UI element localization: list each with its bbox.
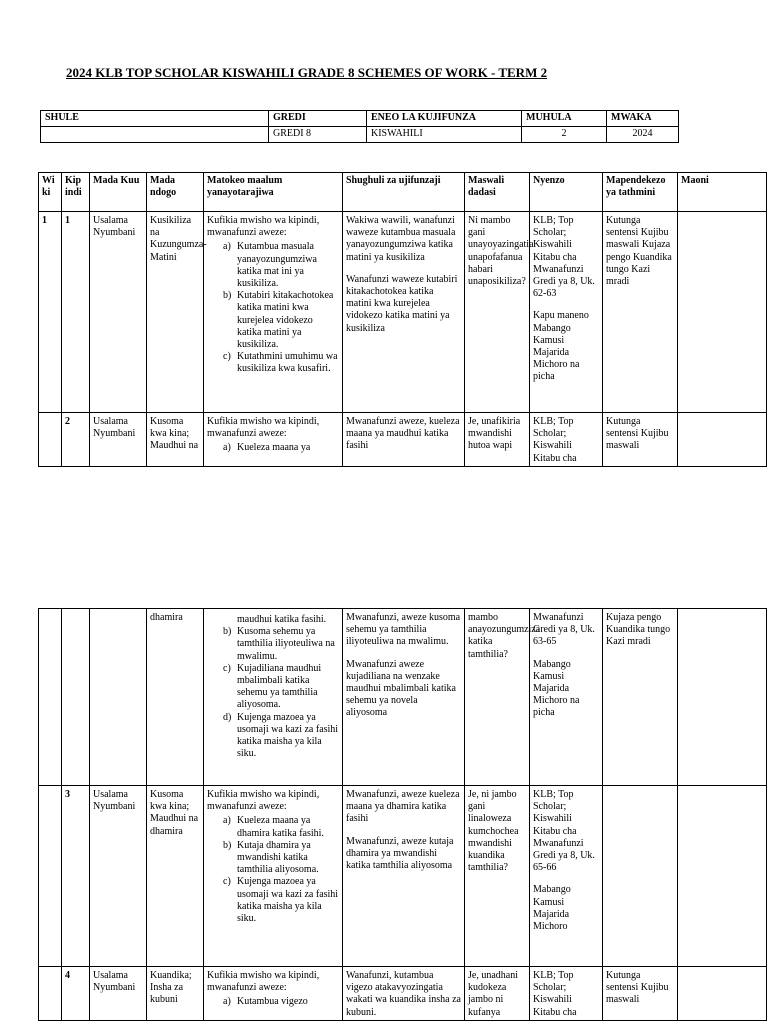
cell-lesson: 2	[62, 413, 90, 467]
cell-resources	[530, 609, 603, 786]
cell-week	[39, 609, 62, 786]
cell-activities	[343, 212, 465, 413]
cell-question: Je, ni jambo gani linaloweza kumchochea mwandishi kuandika tamthilia?	[465, 786, 530, 967]
cell-assessment	[603, 786, 678, 967]
outcome-text: Kutambua masuala yanayozungumziwa katika mat ini ya kusikiliza.	[237, 241, 317, 290]
value-mwaka: 2024	[607, 127, 679, 143]
col-nyenzo: Nyenzo	[530, 173, 603, 212]
list-item	[207, 241, 339, 290]
cell-lesson	[62, 609, 90, 786]
label-muhula: MUHULA	[522, 111, 607, 127]
activity-text: Mwanafunzi, aweze kusoma sehemu ya tamthilia iliyoteuliwa na mwalimu.	[346, 612, 461, 648]
outcome-list	[207, 442, 339, 454]
cell-remarks	[678, 609, 767, 786]
list-item	[207, 815, 339, 839]
outcome-text: Kujenga mazoea ya usomaji wa kazi za fasihi katika maisha ya kila siku.	[237, 711, 339, 760]
document-title: 2024 KLB TOP SCHOLAR KISWAHILI GRADE 8 SCHEMES OF WORK - TERM 2	[66, 65, 548, 80]
outcome-text: Kutabiri kitakachotokea katika matini kwa kurejelea vidokezo katika matini ya kusikiliza.	[237, 290, 334, 351]
outcome-letter: c)	[223, 351, 231, 363]
outcome-letter: d)	[223, 711, 232, 723]
outcome-text: Kutambua vigezo	[237, 996, 308, 1008]
cell-activities	[343, 786, 465, 967]
cell-remarks	[678, 967, 767, 1021]
list-item	[207, 712, 339, 761]
outcome-letter: b)	[223, 839, 232, 851]
outcome-text: Kujadiliana maudhui mbalimbali katika sehemu ya tamthilia aliyosoma.	[237, 662, 322, 711]
cell-assessment: Kutunga sentensi Kujibu maswali Kujaza pengo Kuandika tungo Kazi mradi	[603, 212, 678, 413]
outcome-text: Kueleza maana ya	[237, 442, 311, 454]
table-row	[39, 609, 767, 786]
school-info-values	[41, 127, 679, 143]
label-gredi: GREDI	[269, 111, 367, 127]
value-shule	[41, 127, 269, 143]
cell-substrand: dhamira	[147, 609, 204, 786]
scheme-header-row	[39, 173, 767, 212]
list-item	[207, 290, 339, 351]
table-row	[39, 212, 767, 413]
cell-assessment: Kutunga sentensi Kujibu maswali	[603, 413, 678, 467]
col-wiki: Wi ki	[39, 173, 62, 212]
cell-week	[39, 413, 62, 467]
list-item	[207, 663, 339, 712]
resource-text: Kapu maneno Mabango Kamusi Majarida Michoro na picha	[533, 310, 589, 383]
cell-assessment: Kutunga sentensi Kujibu maswali	[603, 967, 678, 1021]
resource-text: Mabango Kamusi Majarida Michoro	[533, 884, 571, 933]
cell-strand: Usalama Nyumbani	[90, 413, 147, 467]
resource-text: KLB; Top Scholar; Kiswahili Kitabu cha	[533, 416, 577, 464]
cell-lesson: 3	[62, 786, 90, 967]
cell-resources	[530, 413, 603, 467]
cell-resources	[530, 967, 603, 1021]
list-item	[207, 442, 339, 454]
outcome-letter: b)	[223, 290, 232, 302]
list-item	[207, 351, 339, 375]
activity-text: Mwanafunzi, aweze kutaja dhamira ya mwandishi katika tamthilia aliyosoma	[346, 835, 454, 872]
outcome-letter: a)	[223, 815, 231, 827]
outcome-intro: Kufikia mwisho wa kipindi, mwanafunzi aweze:	[207, 215, 320, 239]
cell-outcomes	[204, 413, 343, 467]
resource-text: KLB; Top Scholar; Kiswahili Kitabu cha	[533, 970, 577, 1018]
outcome-text: maudhui katika fasihi.	[237, 614, 327, 625]
label-shule: SHULE	[41, 111, 269, 127]
cell-lesson: 1	[62, 212, 90, 413]
cell-substrand: Kusoma kwa kina; Maudhui na dhamira	[147, 786, 204, 967]
outcome-text: Kujenga mazoea ya usomaji wa kazi za fasihi katika maisha ya kila siku.	[237, 876, 339, 925]
outcome-letter: a)	[223, 442, 231, 454]
activity-text: Wanafunzi waweze kutabiri kitakachotokea katika matini kwa kurejelea vidokezo katika matini ya kusikiliza	[346, 273, 458, 334]
cell-strand: Usalama Nyumbani	[90, 967, 147, 1021]
resource-text: KLB; Top Scholar; Kiswahili Kitabu cha Mwanafunzi Gredi ya 8, Uk. 65-66	[533, 789, 595, 874]
cell-activities	[343, 967, 465, 1021]
activity-text: Mwanafunzi aweze, kueleza maana ya maudhui katika fasihi	[346, 416, 460, 452]
value-gredi: GREDI 8	[269, 127, 367, 143]
outcome-list	[207, 241, 339, 375]
list-item	[207, 876, 339, 925]
school-info-table	[40, 110, 679, 143]
outcome-list	[207, 614, 339, 760]
outcome-text: Kutaja dhamira ya mwandishi katika tamthilia aliyosoma.	[237, 839, 319, 876]
outcome-intro: Kufikia mwisho wa kipindi, mwanafunzi aweze:	[207, 789, 320, 813]
list-item	[207, 840, 339, 877]
label-mwaka: MWAKA	[607, 111, 679, 127]
cell-assessment: Kujaza pengo Kuandika tungo Kazi mradi	[603, 609, 678, 786]
cell-outcomes	[204, 786, 343, 967]
outcome-text: Kueleza maana ya dhamira katika fasihi.	[237, 815, 324, 839]
cell-week: 1	[39, 212, 62, 413]
scheme-table-part1	[38, 172, 767, 467]
outcome-text: Kutathmini umuhimu wa kusikiliza kwa kusafiri.	[237, 351, 338, 375]
col-mada-kuu: Mada Kuu	[90, 173, 147, 212]
cell-question: Ni mambo gani unayoyazingatia unapofafanua habari unaposikiliza?	[465, 212, 530, 413]
activity-text: Wanafunzi, kutambua vigezo atakavyozingatia wakati wa kuandika insha za kubuni.	[346, 970, 461, 1018]
activity-text: Wakiwa wawili, wanafunzi waweze kutambua masuala yanayozungumziwa katika matini ya kusikiliza	[346, 215, 456, 263]
cell-week	[39, 786, 62, 967]
cell-substrand: Kuandika; Insha za kubuni	[147, 967, 204, 1021]
value-eneo: KISWAHILI	[367, 127, 522, 143]
outcome-list	[207, 815, 339, 925]
cell-resources	[530, 212, 603, 413]
cell-activities	[343, 413, 465, 467]
cell-strand: Usalama Nyumbani	[90, 786, 147, 967]
cell-remarks	[678, 413, 767, 467]
table-row	[39, 413, 767, 467]
outcome-letter: a)	[223, 996, 231, 1008]
outcome-list	[207, 996, 339, 1008]
activity-text: Mwanafunzi, aweze kueleza maana ya dhamira katika fasihi	[346, 789, 460, 825]
col-kipindi: Kip indi	[62, 173, 90, 212]
outcome-letter: a)	[223, 241, 231, 253]
cell-strand: Usalama Nyumbani	[90, 212, 147, 413]
cell-remarks	[678, 786, 767, 967]
value-muhula: 2	[522, 127, 607, 143]
cell-strand	[90, 609, 147, 786]
cell-activities	[343, 609, 465, 786]
outcome-intro: Kufikia mwisho wa kipindi, mwanafunzi aweze:	[207, 970, 320, 994]
col-shughuli: Shughuli za ujifunzaji	[343, 173, 465, 212]
cell-substrand: Kusoma kwa kina; Maudhui na	[147, 413, 204, 467]
cell-remarks	[678, 212, 767, 413]
col-matokeo: Matokeo maalum yanayotarajiwa	[204, 173, 343, 212]
resource-text: KLB; Top Scholar; Kiswahili Kitabu cha Mwanafunzi Gredi ya 8, Uk. 62-63	[533, 215, 595, 300]
cell-question: Je, unadhani kudokeza jambo ni kufanya	[465, 967, 530, 1021]
outcome-letter: c)	[223, 876, 231, 888]
cell-outcomes	[204, 609, 343, 786]
activity-text: Mwanafunzi aweze kujadiliana na wenzake maudhui mbalimbali katika sehemu ya novela aliyosoma	[346, 658, 456, 719]
cell-lesson: 4	[62, 967, 90, 1021]
outcome-letter: b)	[223, 626, 232, 638]
list-item	[207, 626, 339, 663]
col-mada-ndogo: Mada ndogo	[147, 173, 204, 212]
col-maswali: Maswali dadasi	[465, 173, 530, 212]
col-mapendekezo: Mapendekezo ya tathmini	[603, 173, 678, 212]
outcome-text: Kusoma sehemu ya tamthilia iliyoteuliwa na mwalimu.	[237, 626, 335, 662]
cell-question: mambo anayozungumziza katika tamthilia?	[465, 609, 530, 786]
resource-text: Mabango Kamusi Majarida Michoro na picha	[533, 658, 580, 719]
scheme-table-part2	[38, 608, 767, 1021]
resource-text: Mwanafunzi Gredi ya 8, Uk. 63-65	[533, 612, 595, 648]
outcome-intro: Kufikia mwisho wa kipindi, mwanafunzi aweze:	[207, 416, 320, 440]
list-item	[207, 996, 339, 1008]
cell-outcomes	[204, 212, 343, 413]
school-info-labels	[41, 111, 679, 127]
table-row	[39, 786, 767, 967]
list-item	[207, 614, 339, 626]
cell-question: Je, unafikiria mwandishi hutoa wapi	[465, 413, 530, 467]
cell-substrand: Kusikiliza na Kuzungumza-Matini	[147, 212, 204, 413]
label-eneo: ENEO LA KUJIFUNZA	[367, 111, 522, 127]
outcome-letter: c)	[223, 662, 231, 674]
col-maoni: Maoni	[678, 173, 767, 212]
cell-week	[39, 967, 62, 1021]
cell-resources	[530, 786, 603, 967]
table-row	[39, 967, 767, 1021]
cell-outcomes	[204, 967, 343, 1021]
